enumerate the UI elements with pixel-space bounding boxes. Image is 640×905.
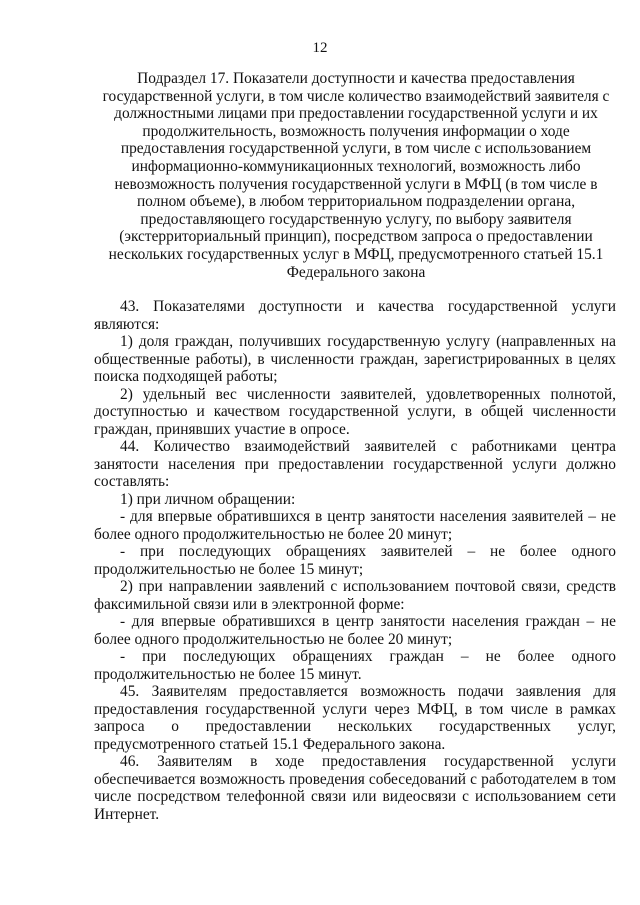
paragraph-46: 46. Заявителям в ходе предоставления государственной услуги обеспечивается возможность проведения собеседований с работодателем в том числе посредством телефонной связи или видеосвязи с использованием сети Интернет. [94, 753, 616, 823]
paragraph-44-item-1-first: - для впервые обратившихся в центр занятости населения заявителей – не более одного продолжительностью не более 20 минут; [94, 508, 616, 543]
paragraph-44-item-2: 2) при направлении заявлений с использованием почтовой связи, средств факсимильной связи или в электронной форме: [94, 578, 616, 613]
paragraph-43: 43. Показателями доступности и качества государственной услуги являются: [94, 298, 616, 333]
paragraph-45: 45. Заявителям предоставляется возможность подачи заявления для предоставления государственной услуги через МФЦ, в том числе в рамках запроса о предоставлении нескольких государственных услуг, предусмотренного статьей 15.1 Федерального закона. [94, 683, 616, 753]
paragraph-44: 44. Количество взаимодействий заявителей с работниками центра занятости населения при предоставлении государственной услуги должно составлять: [94, 438, 616, 490]
page-number: 12 [312, 40, 328, 56]
paragraph-43-item-2: 2) удельный вес численности заявителей, удовлетворенных полнотой, доступностью и качеством государственной услуги, в общей численности граждан, принявших участие в опросе. [94, 385, 616, 438]
paragraph-43-item-1: 1) доля граждан, получивших государственную услугу (направленных на общественные работы), в численности граждан, зарегистрированных в целях поиска подходящей работы; [94, 333, 616, 385]
subsection-heading: Подраздел 17. Показатели доступности и качества предоставления государственной услуги, в том числе количество взаимодействий заявителя с должностными лицами при предоставлении государственной услуги и их продолжительность, возможность получения информации о ходе предоставления государственной услуги, в том числе с использованием информационно-коммуникационных технологий, возможность либо невозможность получения государственной услуги в МФЦ (в том числе в полном объеме), в любом территориальном подразделении органа, предоставляющего государственную услугу, по выбору заявителя (экстерриториальный принцип), посредством запроса о предоставлении нескольких государственных услуг в МФЦ, предусмотренного статьей 15.1 Федерального закона [102, 70, 610, 281]
paragraph-44-item-2-subsequent: - при последующих обращениях граждан – не более одного продолжительностью не более 15 минут. [94, 648, 616, 683]
paragraph-44-item-1-subsequent: - при последующих обращениях заявителей – не более одного продолжительностью не более 15 минут; [94, 543, 616, 578]
paragraph-44-item-1: 1) при личном обращении: [120, 490, 296, 508]
paragraph-44-item-2-first: - для впервые обратившихся в центр занятости населения граждан – не более одного продолжительностью не более 20 минут; [94, 613, 616, 648]
document-body [94, 298, 616, 823]
